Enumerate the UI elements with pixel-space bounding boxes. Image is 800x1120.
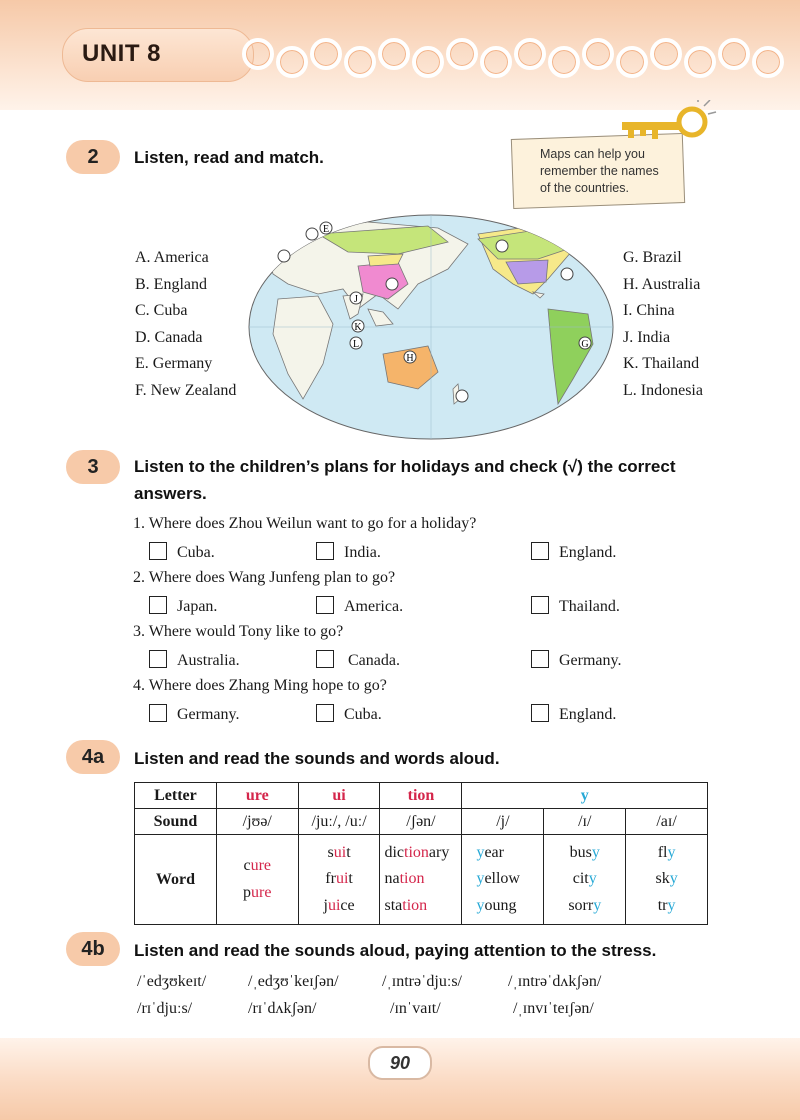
checkbox[interactable] (316, 542, 334, 560)
word-cell-ui (298, 835, 380, 925)
checkbox[interactable] (149, 596, 167, 614)
country-list-left (135, 245, 236, 405)
word-young: young (476, 896, 517, 914)
option-2a[interactable]: Japan. (149, 596, 217, 616)
checkbox[interactable] (149, 650, 167, 668)
checkbox[interactable] (531, 650, 549, 668)
word-cell-ure (216, 835, 298, 925)
checkbox[interactable] (149, 704, 167, 722)
question-3: 3. Where would Tony like to go? (133, 623, 344, 640)
word-juice: juice (323, 896, 355, 914)
country-item: I. China (623, 302, 675, 320)
section3-heading-line2: answers. (134, 484, 207, 503)
phonetic: /ˌedʒʊˈkeɪʃən/ (248, 973, 339, 990)
option-4c[interactable]: England. (531, 704, 616, 724)
word-cell-y-i (544, 835, 626, 925)
map-marker-k: K (354, 322, 362, 333)
section4a-heading: Listen and read the sounds and words aloud. (134, 749, 500, 768)
sound-cell: /ʃən/ (380, 809, 462, 835)
unit-title: UNIT 8 (82, 40, 162, 67)
option-3a[interactable]: Australia. (149, 650, 240, 670)
question-4: 4. Where does Zhang Ming hope to go? (133, 677, 387, 694)
country-item: B. England (135, 275, 207, 293)
word-city: city (572, 870, 597, 888)
country-item: A. America (135, 249, 209, 266)
sound-cell: /ɪ/ (544, 809, 626, 835)
letter-ui: ui (298, 783, 380, 809)
map-marker-h: H (406, 353, 414, 364)
word-try: try (657, 896, 676, 914)
section-badge-2: 2 (66, 140, 120, 174)
row-label-sound: Sound (135, 809, 217, 835)
phonetic: /ˌɪnvɪˈteɪʃən/ (513, 1000, 594, 1017)
word-station: station (384, 896, 428, 914)
decorative-rings (236, 38, 800, 72)
option-1b[interactable]: India. (316, 542, 381, 562)
country-item: L. Indonesia (623, 381, 703, 399)
letter-tion: tion (380, 783, 462, 809)
checkbox[interactable] (531, 596, 549, 614)
page-number: 90 (368, 1046, 432, 1080)
phonetic: /ˌɪntrəˈdʌkʃən/ (508, 973, 602, 990)
country-item: J. India (623, 328, 671, 346)
word-fruit: fruit (325, 870, 353, 888)
section-badge-4b: 4b (66, 932, 120, 966)
section-badge-3: 3 (66, 450, 120, 484)
row-label-word: Word (135, 835, 217, 925)
checkbox[interactable] (316, 596, 334, 614)
option-4a[interactable]: Germany. (149, 704, 240, 724)
sound-cell: /jʊə/ (216, 809, 298, 835)
country-item: C. Cuba (135, 302, 188, 320)
option-3b[interactable]: Canada. (316, 650, 400, 670)
phonetic: /ˈedʒʊkeɪt/ (137, 973, 207, 990)
checkbox[interactable] (531, 542, 549, 560)
country-item: F. New Zealand (135, 381, 237, 399)
letter-y: y (462, 783, 708, 809)
word-cell-y-j (462, 835, 544, 925)
word-year: year (476, 843, 504, 861)
checkbox[interactable] (531, 704, 549, 722)
section-badge-4a: 4a (66, 740, 120, 774)
phonetic: /rɪˈdʌkʃən/ (248, 1000, 317, 1017)
sound-cell: /j/ (462, 809, 544, 835)
country-item: H. Australia (623, 275, 701, 293)
sounds-table (134, 782, 708, 925)
word-suit: suit (327, 843, 351, 861)
row-label-letter: Letter (135, 783, 217, 809)
word-cure: cure (243, 857, 272, 874)
key-icon (618, 100, 718, 150)
word-pure: pure (243, 883, 272, 901)
word-busy: busy (569, 843, 600, 861)
country-item: K. Thailand (623, 355, 700, 373)
option-4b[interactable]: Cuba. (316, 704, 382, 724)
section4b-heading: Listen and read the sounds aloud, paying attention to the stress. (134, 941, 657, 960)
option-2b[interactable]: America. (316, 596, 403, 616)
word-sky: sky (655, 870, 678, 888)
option-1c[interactable]: England. (531, 542, 616, 562)
country-item: D. Canada (135, 328, 203, 346)
word-yellow: yellow (476, 870, 520, 888)
word-nation: nation (384, 870, 425, 888)
question-1: 1. Where does Zhou Weilun want to go for a holiday? (133, 515, 477, 532)
word-cell-tion (380, 835, 462, 925)
letter-ure: ure (216, 783, 298, 809)
section2-heading: Listen, read and match. (134, 148, 324, 167)
map-marker-l: L (352, 339, 360, 350)
word-fly: fly (657, 843, 676, 861)
sound-cell: /aɪ/ (626, 809, 708, 835)
map-marker-e: E (322, 224, 330, 235)
checkbox[interactable] (149, 542, 167, 560)
phonetic: /ɪnˈvaɪt/ (390, 1000, 441, 1017)
question-2: 2. Where does Wang Junfeng plan to go? (133, 569, 396, 586)
word-cell-y-ai (626, 835, 708, 925)
world-map (248, 214, 614, 440)
checkbox[interactable] (316, 650, 334, 668)
map-marker-g: G (581, 339, 589, 350)
country-list-right (623, 245, 703, 405)
option-2c[interactable]: Thailand. (531, 596, 620, 616)
word-dictionary: dictionary (384, 843, 450, 861)
tip-text: Maps can help you remember the names of the countries. (540, 147, 659, 195)
map-marker-j: J (354, 294, 358, 305)
option-3c[interactable]: Germany. (531, 650, 622, 670)
country-item: E. Germany (135, 355, 213, 373)
phonetic: /rɪˈdjuːs/ (137, 1000, 193, 1017)
checkbox[interactable] (316, 704, 334, 722)
phonetic: /ˌɪntrəˈdjuːs/ (382, 973, 462, 990)
country-item: G. Brazil (623, 249, 682, 266)
word-sorry: sorry (568, 896, 602, 914)
sound-cell: /juː/, /uː/ (298, 809, 380, 835)
option-1a[interactable]: Cuba. (149, 542, 215, 562)
section3-heading-line1: Listen to the children’s plans for holidays and check (√) the correct (134, 457, 676, 476)
